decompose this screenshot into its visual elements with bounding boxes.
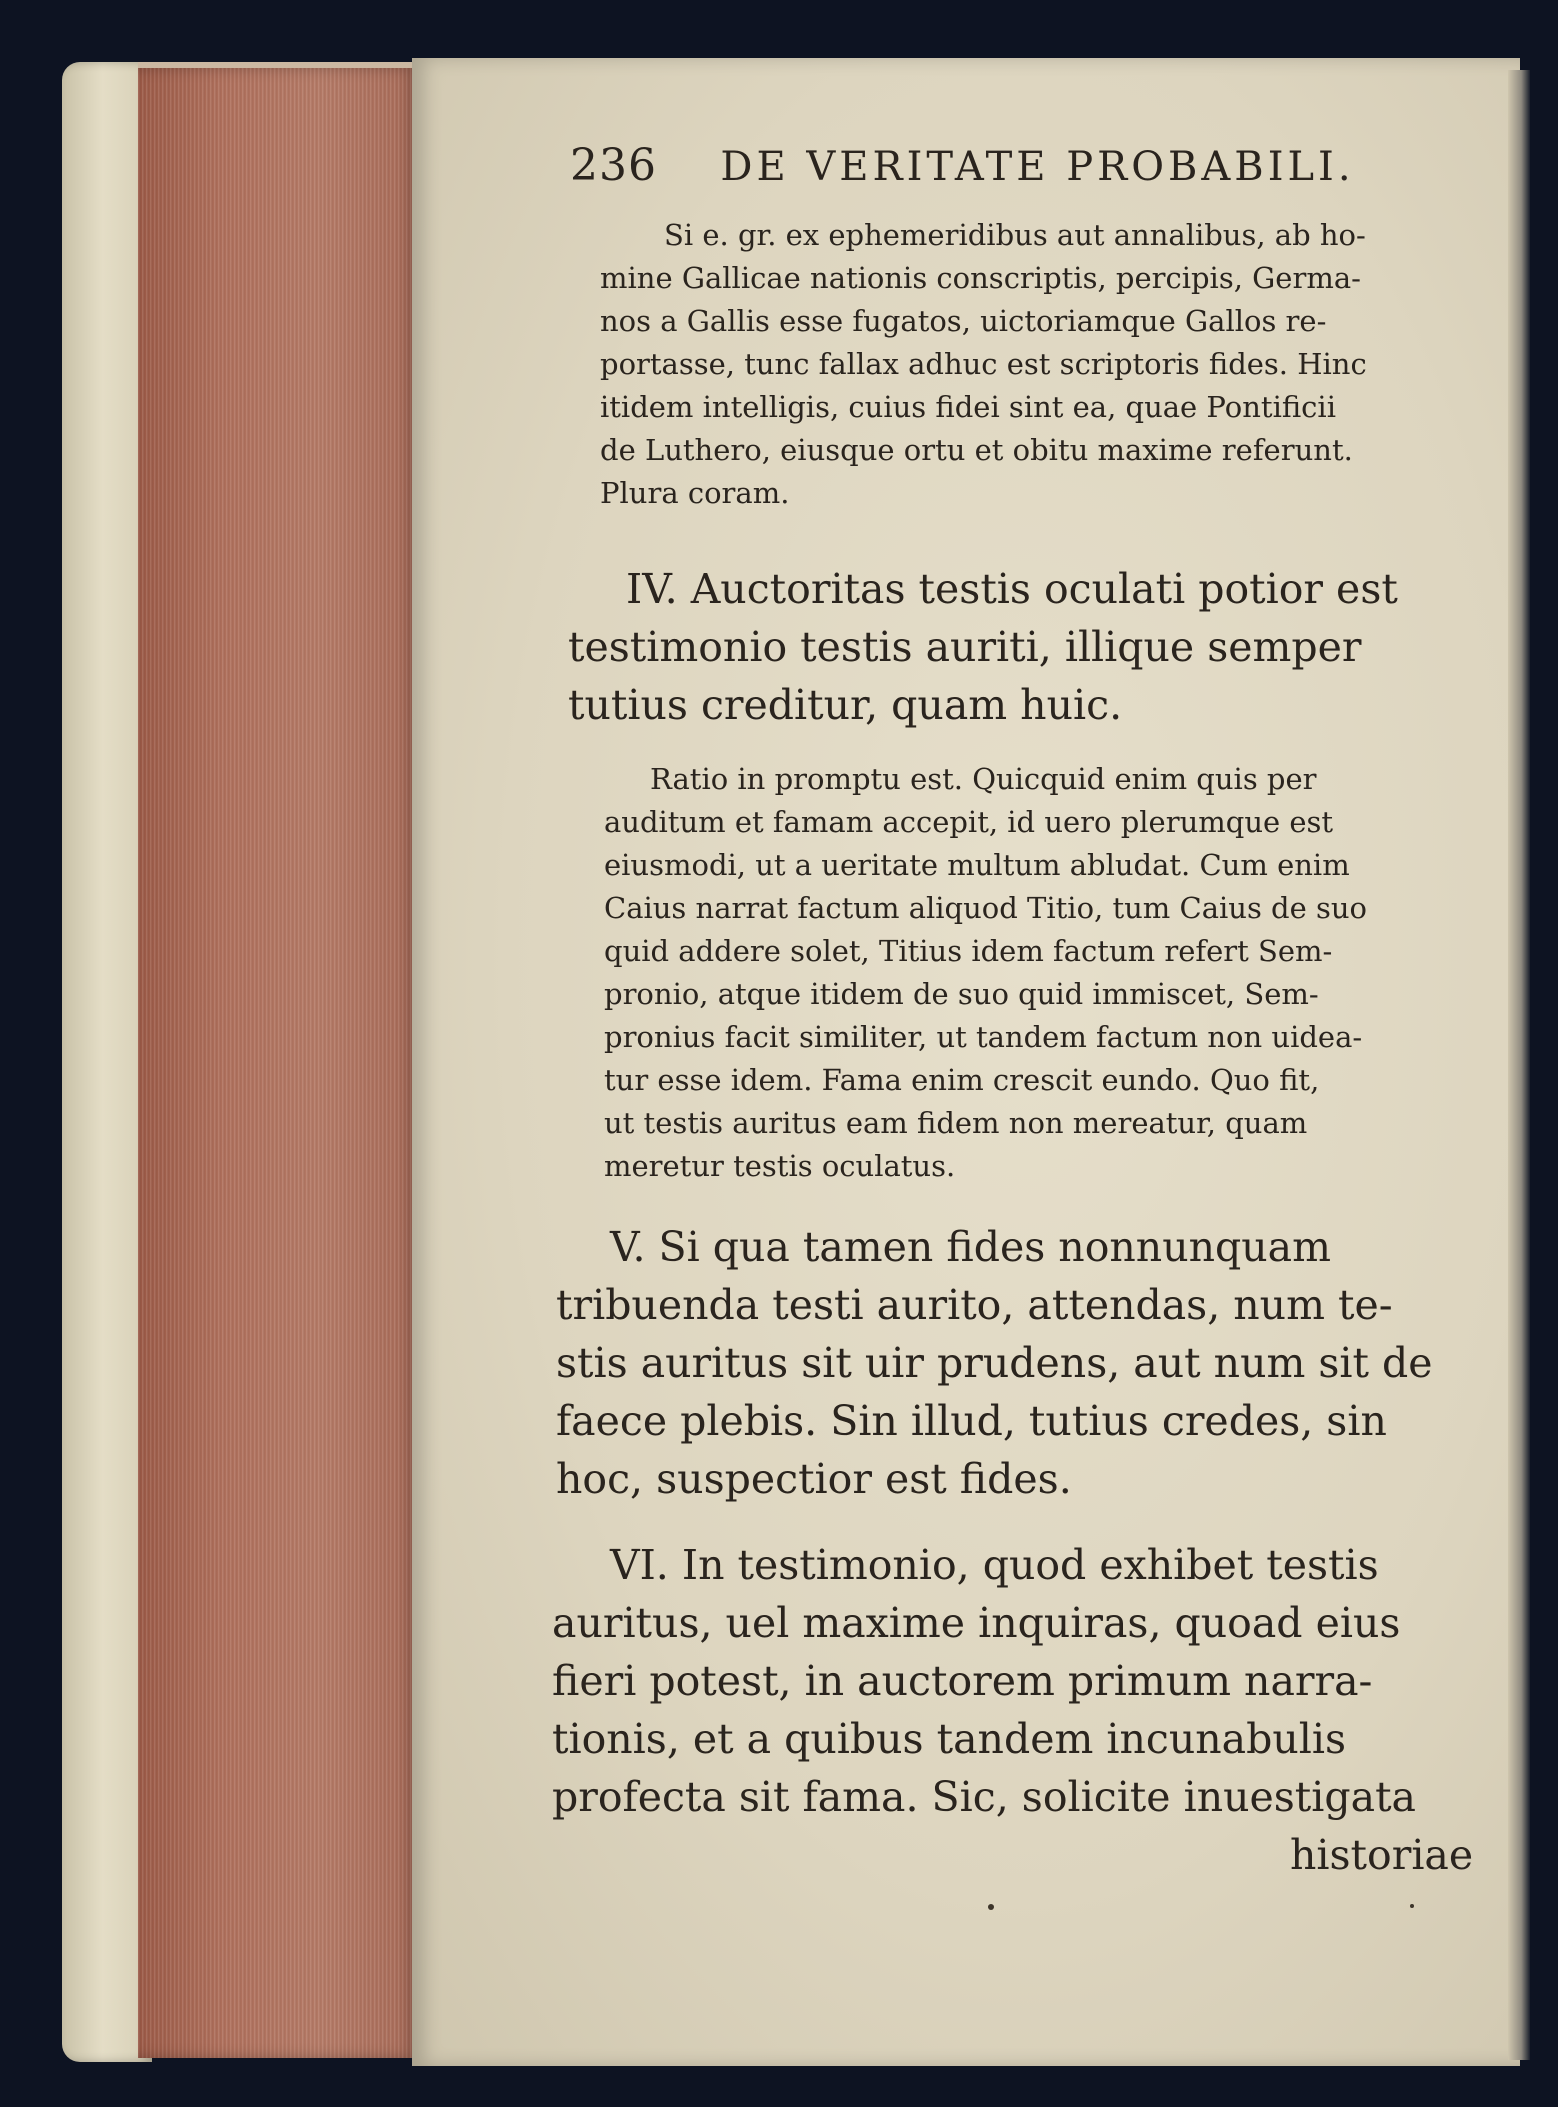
text-line: nos a Gallis esse fugatos, uictoriamque Gallos re- — [600, 304, 1327, 338]
running-head — [570, 140, 1355, 191]
thesis-line: VI. In testimonio, quod exhibet testis — [610, 1541, 1379, 1589]
thesis-line: faece plebis. Sin illud, tutius credes, sin — [556, 1397, 1387, 1445]
text-line: mine Gallicae nationis conscriptis, percipis, Germa- — [600, 261, 1361, 295]
running-title: DE VERITATE PROBABILI. — [720, 144, 1355, 190]
paper-fleck — [1410, 1904, 1414, 1908]
paragraph-ratio — [604, 758, 1484, 1188]
text-line: eiusmodi, ut a ueritate multum abludat. Cum enim — [604, 848, 1350, 882]
text-line: Plura coram. — [600, 476, 790, 510]
paper-fleck — [988, 1904, 994, 1910]
page-number: 236 — [570, 140, 657, 191]
text-line: quid addere solet, Titius idem factum refert Sem- — [604, 934, 1333, 968]
thesis-line: stis auritus sit uir prudens, aut num sit de — [556, 1339, 1433, 1387]
paragraph-example — [600, 214, 1480, 515]
thesis-line: V. Si qua tamen fides nonnunquam — [610, 1223, 1331, 1271]
catchword: historiae — [1290, 1831, 1474, 1879]
text-line: pronio, atque itidem de suo quid immiscet, Sem- — [604, 977, 1319, 1011]
thesis-line: IV. Auctoritas testis oculati potior est — [626, 565, 1398, 613]
thesis-line: testimonio testis auriti, illique semper — [568, 623, 1362, 671]
thesis-line: hoc, suspectior est fides. — [556, 1455, 1072, 1503]
thesis-line: auritus, uel maxime inquiras, quoad eius — [552, 1599, 1401, 1647]
red-page-edges — [138, 68, 420, 2058]
thesis-line: tionis, et a quibus tandem incunabulis — [552, 1715, 1347, 1763]
thesis-v — [556, 1218, 1436, 1508]
text-line: auditum et famam accepit, id uero plerumque est — [604, 805, 1334, 839]
thesis-line: profecta sit fama. Sic, solicite inuestigata — [552, 1773, 1417, 1821]
text-line: portasse, tunc fallax adhuc est scriptoris fides. Hinc — [600, 347, 1367, 381]
text-line: de Luthero, eiusque ortu et obitu maxime referunt. — [600, 433, 1353, 467]
text-line: meretur testis oculatus. — [604, 1149, 956, 1183]
page-gutter-shadow — [1508, 70, 1530, 2060]
thesis-vi — [552, 1536, 1432, 1826]
thesis-line: fieri potest, in auctorem primum narra- — [552, 1657, 1373, 1705]
text-line: Caius narrat factum aliquod Titio, tum Caius de suo — [604, 891, 1368, 925]
text-line: itidem intelligis, cuius fidei sint ea, quae Pontificii — [600, 390, 1336, 424]
text-line: tur esse idem. Fama enim crescit eundo. Quo fit, — [604, 1063, 1320, 1097]
thesis-line: tribuenda testi aurito, attendas, num te- — [556, 1281, 1393, 1329]
text-line: ut testis auritus eam fidem non mereatur, quam — [604, 1106, 1308, 1140]
thesis-line: tutius creditur, quam huic. — [568, 681, 1123, 729]
text-line: pronius facit similiter, ut tandem factum non uidea- — [604, 1020, 1363, 1054]
text-line: Si e. gr. ex ephemeridibus aut annalibus, ab ho- — [664, 218, 1366, 252]
text-line: Ratio in promptu est. Quicquid enim quis per — [650, 762, 1317, 796]
thesis-iv — [568, 560, 1448, 734]
